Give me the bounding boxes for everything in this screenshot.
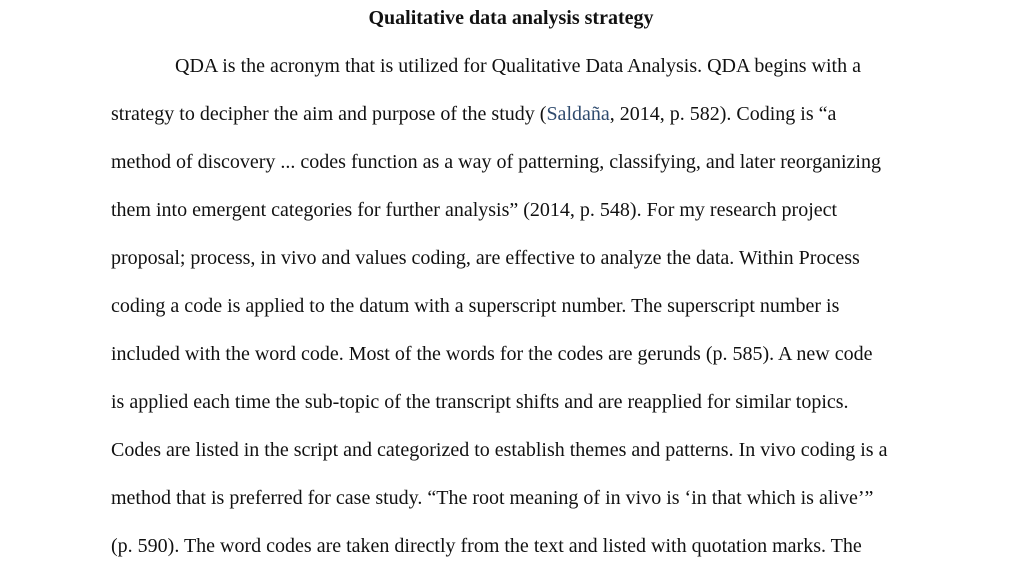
paragraph-line-3: method of discovery ... codes function as a way of patterning, classifying, and later reorganizing [111, 151, 881, 173]
paragraph-line-1: QDA is the acronym that is utilized for Qualitative Data Analysis. QDA begins with a [175, 55, 861, 77]
paragraph-line-4: them into emergent categories for further analysis” (2014, p. 548). For my research project [111, 199, 838, 221]
citation-link[interactable]: Saldaña [546, 103, 610, 125]
paragraph-line-6: coding a code is applied to the datum with a superscript number. The superscript number is [111, 295, 840, 317]
paragraph-line-11: (p. 590). The word codes are taken directly from the text and listed with quotation marks. The [111, 535, 862, 557]
paragraph-line-9: Codes are listed in the script and categorized to establish themes and patterns. In vivo coding is a [111, 439, 888, 461]
section-heading: Qualitative data analysis strategy [368, 7, 654, 29]
paragraph-line-10: method that is preferred for case study. “The root meaning of in vivo is ‘in that which is alive’” [111, 487, 874, 509]
paragraph-line-5: proposal; process, in vivo and values coding, are effective to analyze the data. Within Process [111, 247, 860, 269]
paragraph-line-7: included with the word code. Most of the words for the codes are gerunds (p. 585). A new code [111, 343, 873, 365]
paragraph-line-8: is applied each time the sub-topic of the transcript shifts and are reapplied for similar topics. [111, 391, 849, 413]
paragraph-line-2 [111, 100, 836, 128]
paragraph-line-2-tail: , 2014, p. 582). Coding is “a [609, 103, 837, 125]
paragraph-line-2-head: strategy to decipher the aim and purpose of the study ( [111, 103, 547, 125]
